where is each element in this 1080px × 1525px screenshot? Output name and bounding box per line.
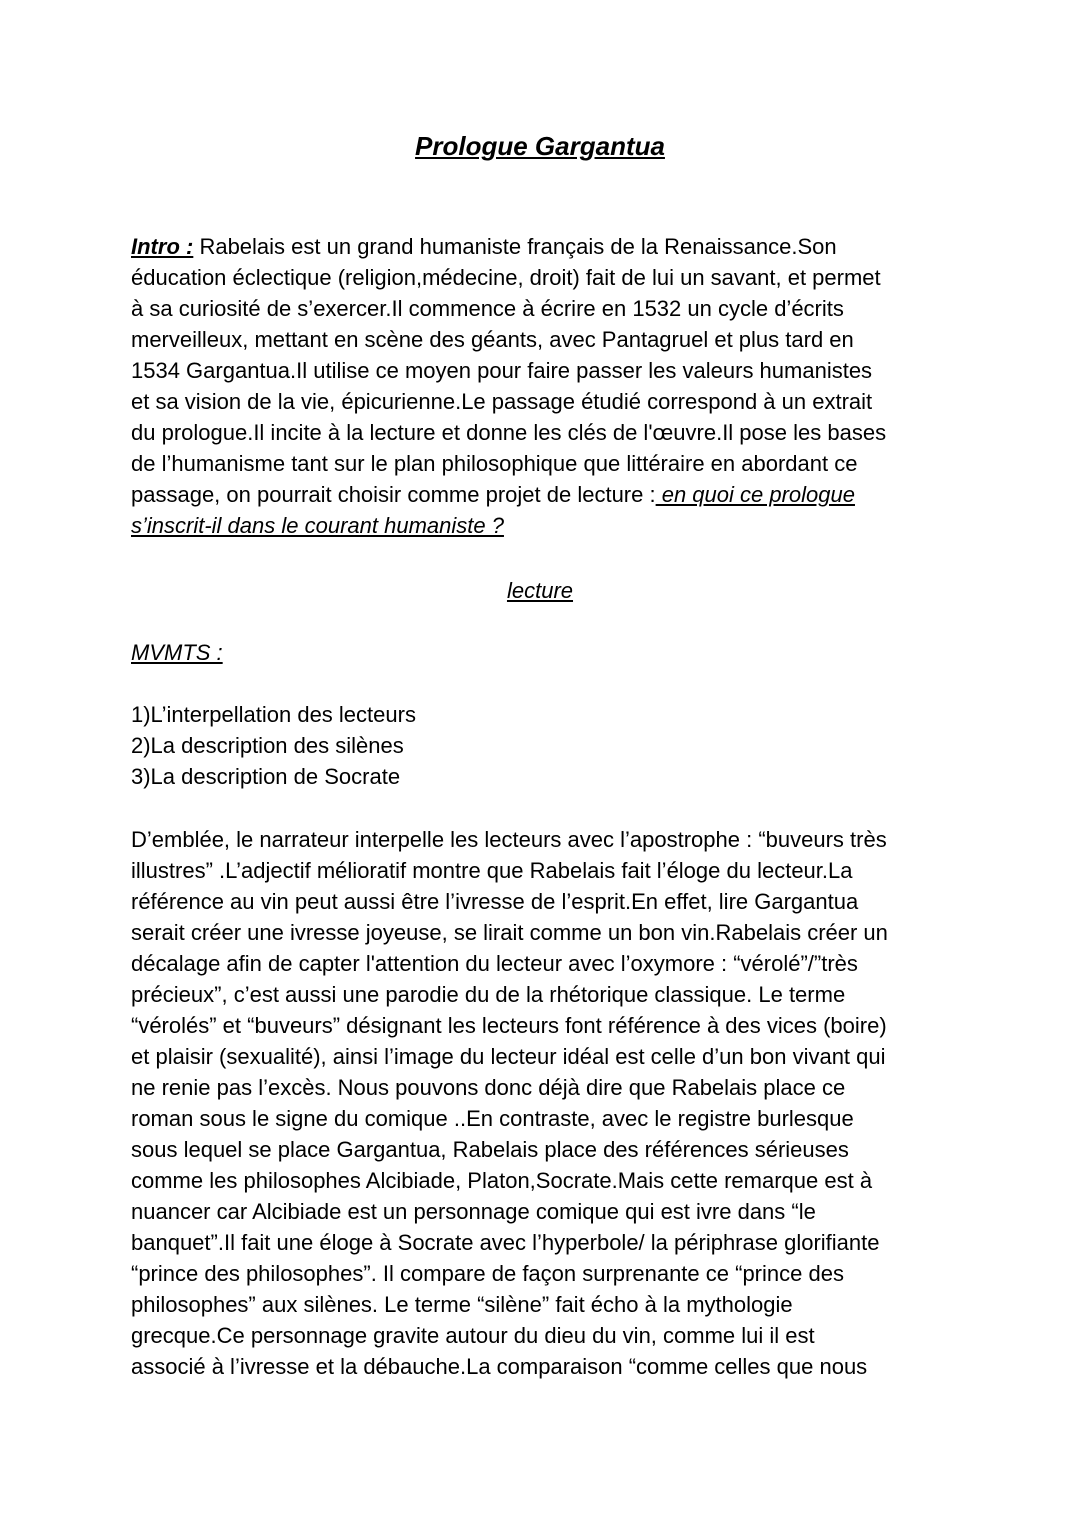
intro-line xyxy=(131,231,951,262)
analysis-line: sous lequel se place Gargantua, Rabelais place des références sérieuses xyxy=(131,1137,849,1162)
lecture-heading: lecture xyxy=(506,578,574,603)
analysis-line: référence au vin peut aussi être l’ivresse de l’esprit.En effet, lire Gargantua xyxy=(131,889,859,914)
analysis-line: serait créer une ivresse joyeuse, se lirait comme un bon vin.Rabelais créer un xyxy=(131,920,888,945)
mvmts-heading: MVMTS : xyxy=(131,640,223,665)
reading-question: en quoi ce prologue xyxy=(655,482,855,507)
analysis-line: banquet”.Il fait une éloge à Socrate avec l’hyperbole/ la périphrase glorifiante xyxy=(131,1230,880,1255)
list-item: 1)L’interpellation des lecteurs xyxy=(131,702,416,727)
list-item: 2)La description des silènes xyxy=(131,733,404,758)
list-item: 3)La description de Socrate xyxy=(131,764,401,789)
analysis-line: illustres” .L’adjectif mélioratif montre que Rabelais fait l’éloge du lecteur.La xyxy=(131,858,853,883)
analysis-line: et plaisir (sexualité), ainsi l’image du lecteur idéal est celle d’un bon vivant qui xyxy=(131,1044,886,1069)
analysis-line: philosophes” aux silènes. Le terme “silène” fait écho à la mythologie xyxy=(131,1292,793,1317)
intro-line: de l’humanisme tant sur le plan philosophique que littéraire en abordant ce xyxy=(131,451,858,476)
analysis-line: nuancer car Alcibiade est un personnage comique qui est ivre dans “le xyxy=(131,1199,816,1224)
intro-line: merveilleux, mettant en scène des géants, avec Pantagruel et plus tard en xyxy=(131,327,854,352)
intro-paragraph xyxy=(131,231,951,541)
analysis-line: “prince des philosophes”. Il compare de façon surprenante ce “prince des xyxy=(131,1261,844,1286)
analysis-line: “vérolés” et “buveurs” désignant les lecteurs font référence à des vices (boire) xyxy=(131,1013,887,1038)
intro-line: et sa vision de la vie, épicurienne.Le passage étudié correspond à un extrait xyxy=(131,389,873,414)
page-title: Prologue Gargantua xyxy=(415,131,665,161)
analysis-line: associé à l’ivresse et la débauche.La comparaison “comme celles que nous xyxy=(131,1354,868,1379)
mvmts-list xyxy=(131,699,416,792)
analysis-line: ne renie pas l’excès. Nous pouvons donc déjà dire que Rabelais place ce xyxy=(131,1075,846,1100)
analysis-line: roman sous le signe du comique ..En contraste, avec le registre burlesque xyxy=(131,1106,854,1131)
analysis-paragraph xyxy=(131,824,951,1382)
analysis-line: précieux”, c’est aussi une parodie du de la rhétorique classique. Le terme xyxy=(131,982,846,1007)
analysis-line: grecque.Ce personnage gravite autour du dieu du vin, comme lui il est xyxy=(131,1323,815,1348)
intro-line: éducation éclectique (religion,médecine, droit) fait de lui un savant, et permet xyxy=(131,265,881,290)
intro-text: passage, on pourrait choisir comme projet de lecture : xyxy=(131,482,656,507)
intro-line xyxy=(131,479,951,510)
intro-label: Intro : xyxy=(131,234,194,259)
analysis-line: comme les philosophes Alcibiade, Platon,Socrate.Mais cette remarque est à xyxy=(131,1168,873,1193)
intro-line: du prologue.Il incite à la lecture et donne les clés de l'œuvre.Il pose les bases xyxy=(131,420,887,445)
intro-text: Rabelais est un grand humaniste français de la Renaissance.Son xyxy=(193,234,837,259)
analysis-line: décalage afin de capter l'attention du lecteur avec l’oxymore : “vérolé”/”très xyxy=(131,951,858,976)
intro-line: 1534 Gargantua.Il utilise ce moyen pour faire passer les valeurs humanistes xyxy=(131,358,873,383)
analysis-line: D’emblée, le narrateur interpelle les lecteurs avec l’apostrophe : “buveurs très xyxy=(131,827,887,852)
reading-question: s’inscrit-il dans le courant humaniste ? xyxy=(131,513,504,538)
intro-line: à sa curiosité de s’exercer.Il commence à écrire en 1532 un cycle d’écrits xyxy=(131,296,844,321)
intro-line xyxy=(131,510,951,541)
